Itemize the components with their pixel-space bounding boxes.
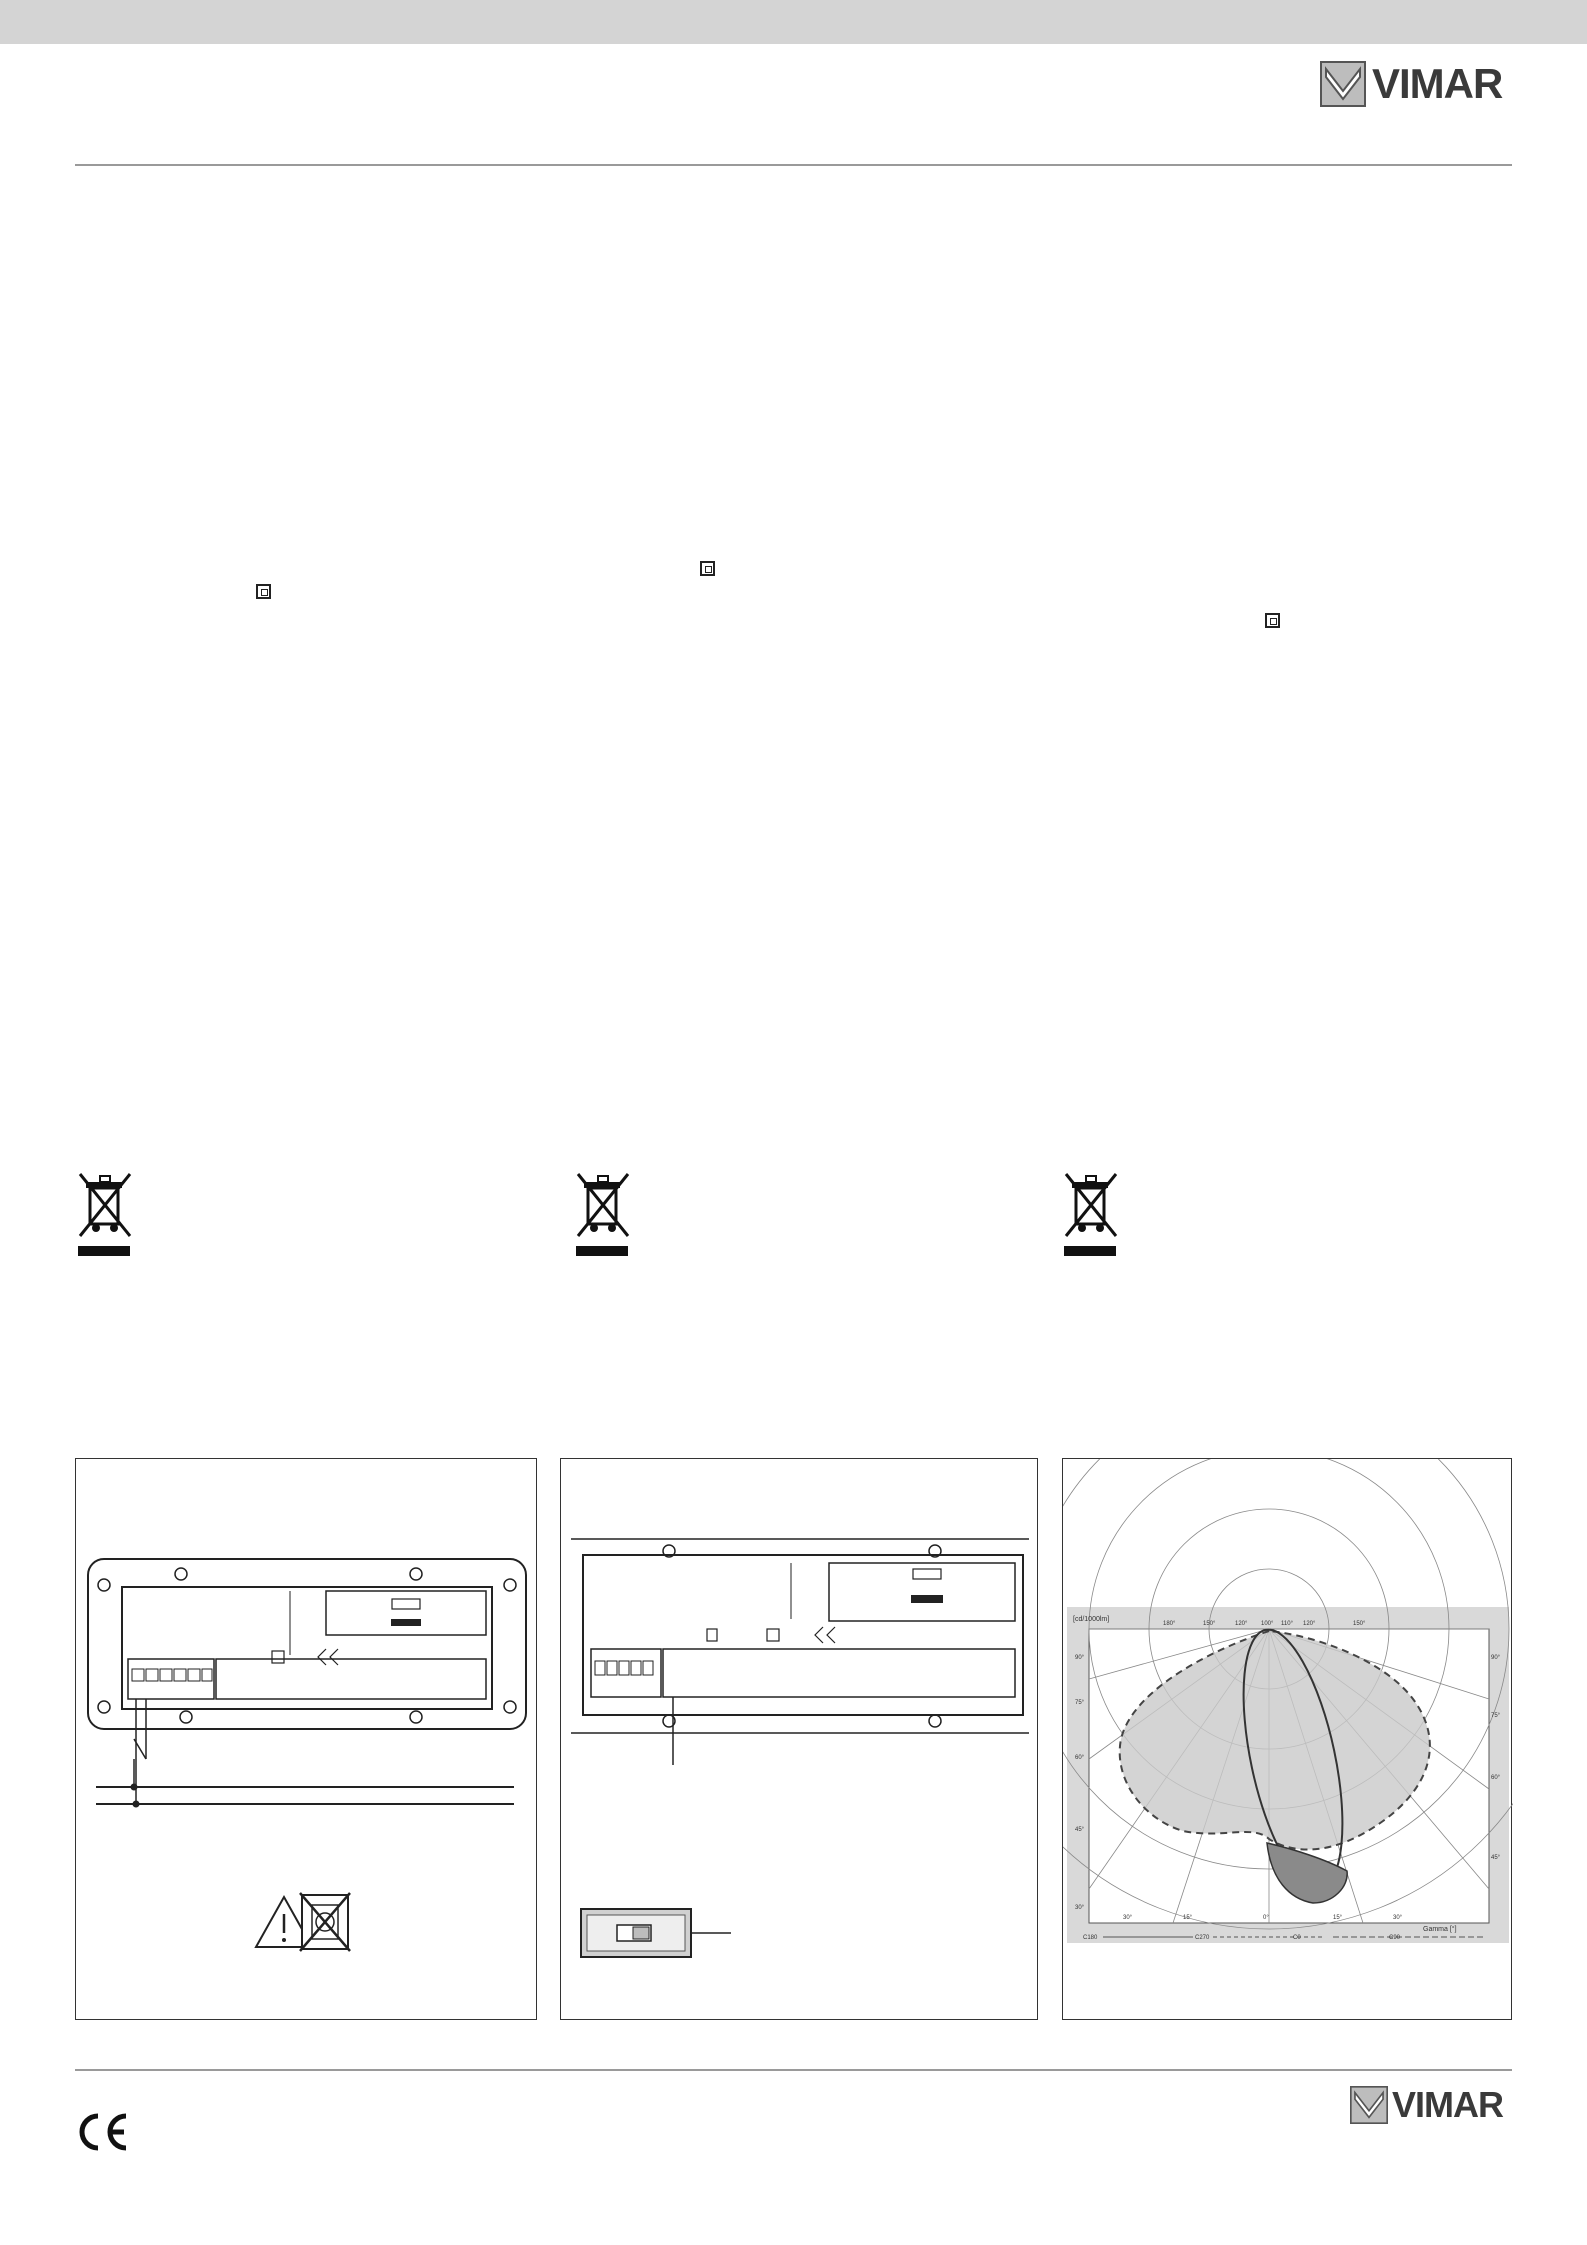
vimar-logo-mark-icon [1350, 2086, 1388, 2124]
right-tick: 90° [1491, 1655, 1501, 1661]
legend-item: C0 [1293, 1935, 1301, 1941]
selector-switch [581, 1909, 731, 1957]
right-tick: 75° [1491, 1713, 1501, 1719]
left-tick: 30° [1075, 1905, 1085, 1911]
installation-diagram [561, 1459, 1039, 2021]
top-tick: 150° [1203, 1621, 1216, 1627]
left-tick: 60° [1075, 1755, 1085, 1761]
brand-logo-text: VIMAR [1372, 60, 1503, 107]
double-insulation-icon [256, 584, 271, 599]
legend-item: C180 [1083, 1935, 1098, 1941]
vimar-logo-mark-icon [1320, 61, 1366, 107]
figure-installation-panel [560, 1458, 1038, 2020]
figure-photometric-panel [1062, 1458, 1512, 2020]
left-tick: 90° [1075, 1655, 1085, 1661]
double-insulation-icon [700, 561, 715, 576]
header-band [0, 0, 1587, 44]
legend-item: C270 [1195, 1935, 1210, 1941]
top-tick: 120° [1303, 1621, 1316, 1627]
legend-item: C90 [1389, 1935, 1401, 1941]
double-insulation-icon [1265, 613, 1280, 628]
bottom-tick: 30° [1393, 1915, 1403, 1921]
bottom-tick: 0° [1263, 1915, 1269, 1921]
top-tick: 100° [1261, 1621, 1274, 1627]
top-divider [75, 164, 1512, 166]
polar-light-distribution [1063, 1459, 1513, 2021]
right-tick: 45° [1491, 1855, 1501, 1861]
x-axis-label: Gamma [°] [1423, 1926, 1457, 1933]
figure-wiring-panel [75, 1458, 537, 2020]
brand-logo-bottom [1350, 2084, 1503, 2126]
bottom-tick: 15° [1333, 1915, 1343, 1921]
bottom-divider [75, 2069, 1512, 2071]
right-tick: 60° [1491, 1775, 1501, 1781]
weee-bin-icon [74, 1170, 134, 1256]
weee-bin-icon [1060, 1170, 1120, 1256]
chart-header: [cd/1000lm] [1073, 1616, 1110, 1623]
bottom-tick: 30° [1123, 1915, 1133, 1921]
left-tick: 45° [1075, 1827, 1085, 1833]
left-tick: 75° [1075, 1700, 1085, 1706]
brand-logo-top [1320, 60, 1502, 108]
weee-bin-icon [572, 1170, 632, 1256]
no-flush-mount-icon [300, 1893, 350, 1951]
ce-mark-icon [74, 2110, 130, 2154]
top-tick: 150° [1353, 1621, 1366, 1627]
wiring-diagram [76, 1459, 538, 2021]
brand-logo-text: VIMAR [1392, 2084, 1503, 2125]
top-tick: 110° [1281, 1621, 1293, 1627]
bottom-tick: 15° [1183, 1915, 1193, 1921]
top-tick: 180° [1163, 1621, 1176, 1627]
top-tick: 120° [1235, 1621, 1248, 1627]
